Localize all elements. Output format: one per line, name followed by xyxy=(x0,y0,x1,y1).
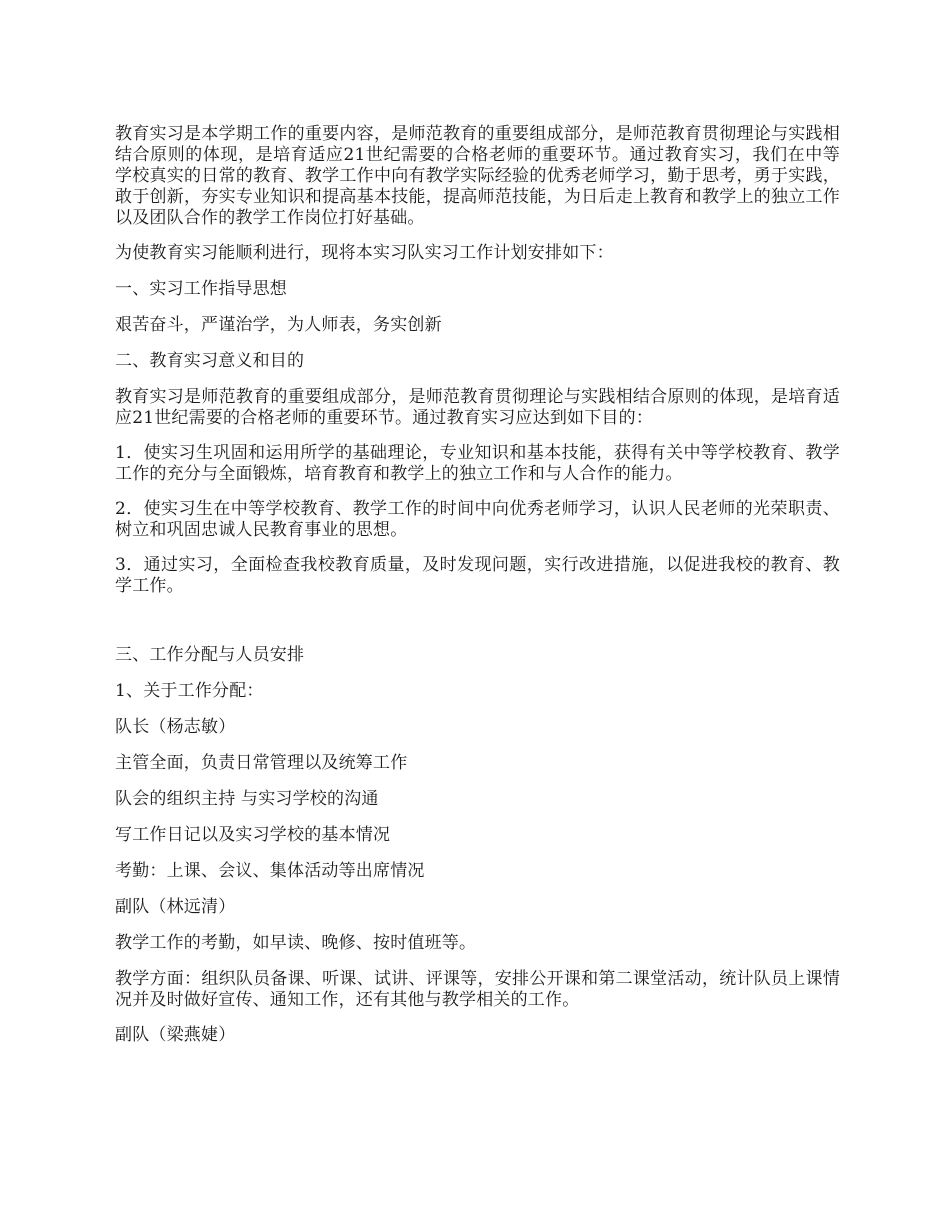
subsection-heading-work-distribution: 1、关于工作分配： xyxy=(115,681,264,701)
document-page xyxy=(115,124,840,1061)
section-heading-purpose: 二、教育实习意义和目的 xyxy=(115,351,305,371)
role-leader: 队长（杨志敏） xyxy=(115,717,236,737)
purpose-paragraph: 教育实习是师范教育的重要组成部分，是师范教育贯彻理论与实践相结合原则的体现，是培育适应21世纪需要的合格老师的重要环节。通过教育实习应达到如下目的： xyxy=(115,387,840,428)
vice-leader-lin-duty-2: 教学方面：组织队员备课、听课、试讲、评课等，安排公开课和第二课堂活动，统计队员上课情况并及时做好宣传、通知工作，还有其他与教学相关的工作。 xyxy=(115,969,840,1010)
vice-leader-lin-duty-1: 教学工作的考勤，如早读、晚修、按时值班等。 xyxy=(115,933,477,953)
leader-duty-1: 主管全面，负责日常管理以及统筹工作 xyxy=(115,753,408,773)
leader-duty-4: 考勤：上课、会议、集体活动等出席情况 xyxy=(115,861,425,881)
leader-duty-3: 写工作日记以及实习学校的基本情况 xyxy=(115,825,391,845)
section-heading-assignment: 三、工作分配与人员安排 xyxy=(115,645,305,665)
guiding-thought-paragraph: 艰苦奋斗，严谨治学，为人师表，务实创新 xyxy=(115,315,442,335)
purpose-item-3: 3．通过实习，全面检查我校教育质量，及时发现问题，实行改进措施，以促进我校的教育、教学工作。 xyxy=(115,555,840,596)
role-vice-leader-lin: 副队（林远清） xyxy=(115,897,236,917)
role-vice-leader-liang: 副队（梁燕婕） xyxy=(115,1025,236,1045)
purpose-item-2: 2．使实习生在中等学校教育、教学工作的时间中向优秀老师学习，认识人民老师的光荣职责、树立和巩固忠诚人民教育事业的思想。 xyxy=(115,499,840,540)
section-heading-guiding-thought: 一、实习工作指导思想 xyxy=(115,279,287,299)
leader-duty-2: 队会的组织主持 与实习学校的沟通 xyxy=(115,789,379,809)
purpose-item-1: 1．使实习生巩固和运用所学的基础理论，专业知识和基本技能，获得有关中等学校教育、教学工作的充分与全面锻炼，培育教育和教学上的独立工作和与人合作的能力。 xyxy=(115,443,840,484)
plan-intro-paragraph: 为使教育实习能顺利进行，现将本实习队实习工作计划安排如下： xyxy=(115,243,614,263)
intro-paragraph: 教育实习是本学期工作的重要内容，是师范教育的重要组成部分，是师范教育贯彻理论与实践相结合原则的体现，是培育适应21世纪需要的合格老师的重要环节。通过教育实习，我们在中等学校真实的日常的教育、教学工作中向有教学实际经验的优秀老师学习，勤于思考，勇于实践，敢于创新，夯实专业知识和提高基本技能，提高师范技能，为日后走上教育和教学上的独立工作以及团队合作的教学工作岗位打好基础。 xyxy=(115,124,840,228)
